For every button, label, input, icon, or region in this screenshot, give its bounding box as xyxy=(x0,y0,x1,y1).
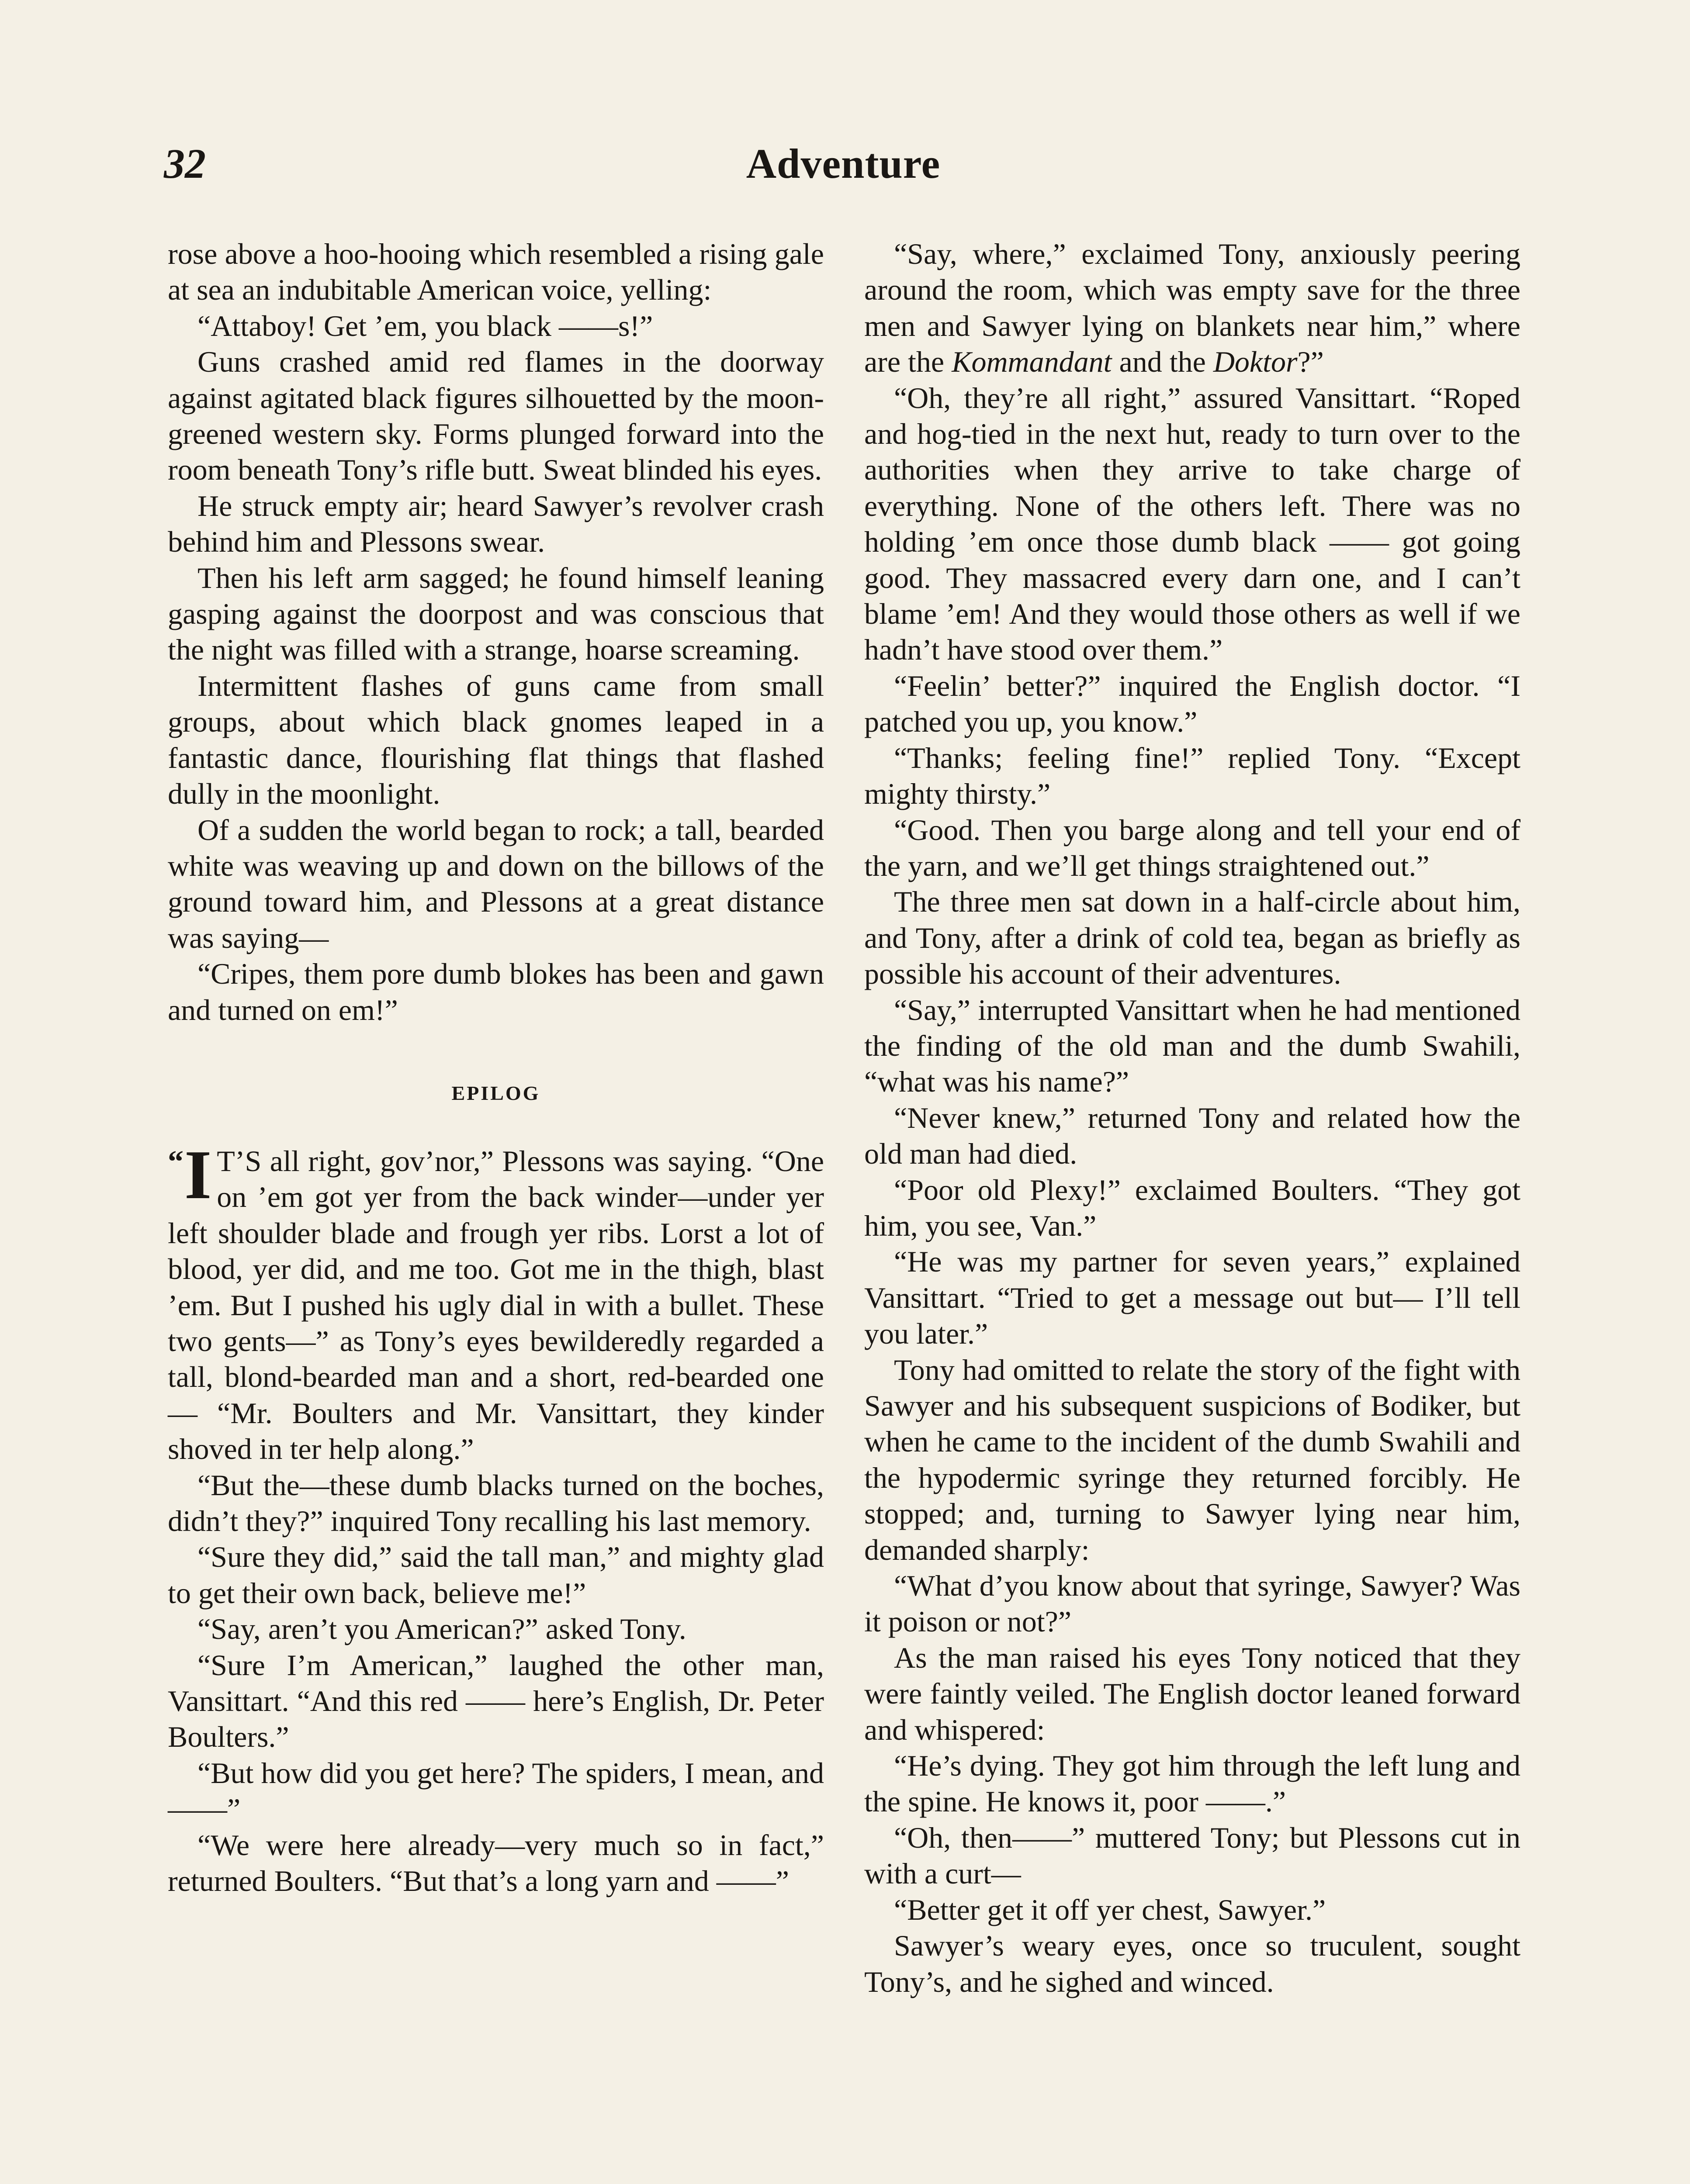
drop-cap: I xyxy=(184,1135,212,1213)
paragraph xyxy=(864,236,1520,380)
paragraph: “Poor old Plexy!” exclaimed Boulters. “They got him, you see, Van.” xyxy=(864,1173,1520,1242)
text-run: ?” xyxy=(1297,345,1324,379)
running-title: Adventure xyxy=(746,140,941,187)
paragraph: “What d’you know about that syringe, Sawyer? Was it poison or not?” xyxy=(864,1569,1520,1638)
paragraph: “Better get it off yer chest, Sawyer.” xyxy=(894,1893,1326,1926)
paragraph: The three men sat down in a half-circle about him, and Tony, after a drink of cold tea, began as briefly as possible his account of their adventures. xyxy=(864,885,1520,991)
paragraph: Of a sudden the world began to rock; a tall, bearded white was weaving up and down on the billows of the ground toward him, and Plessons at a great distance was saying— xyxy=(168,813,824,954)
left-column xyxy=(168,236,824,1899)
paragraph: “Thanks; feeling fine!” replied Tony. “Except mighty thirsty.” xyxy=(864,741,1520,811)
paragraph: He struck empty air; heard Sawyer’s revolver crash behind him and Plessons swear. xyxy=(168,489,824,559)
italic-term: Kommandant xyxy=(952,345,1112,379)
right-column xyxy=(864,236,1520,2000)
opening-quote: “ xyxy=(168,1144,184,1179)
paragraph: “But how did you get here? The spiders, I mean, and——” xyxy=(168,1756,824,1826)
paragraph: “Sure they did,” said the tall man,” and mighty glad to get their own back, believe me!” xyxy=(168,1540,824,1610)
epilog-first-paragraph xyxy=(168,1135,824,1467)
section-heading: EPILOG xyxy=(451,1082,540,1104)
paragraph: “Sure I’m American,” laughed the other man, Vansittart. “And this red —— here’s English, Dr. Peter Boulters.” xyxy=(168,1648,824,1754)
italic-term: Doktor xyxy=(1213,345,1298,379)
paragraph: “But the—these dumb blacks turned on the boches, didn’t they?” inquired Tony recalling his last memory. xyxy=(168,1468,824,1538)
paragraph: “Never knew,” returned Tony and related how the old man had died. xyxy=(864,1101,1520,1171)
page-header xyxy=(164,135,1523,192)
paragraph: “We were here already—very much so in fact,” returned Boulters. “But that’s a long yarn and ——” xyxy=(168,1828,824,1898)
paragraph: “Attaboy! Get ’em, you black ——s!” xyxy=(197,309,653,342)
paragraph: “Say,” interrupted Vansittart when he had mentioned the finding of the old man and the dumb Swahili, “what was his name?” xyxy=(864,993,1520,1099)
paragraph: “He’s dying. They got him through the left lung and the spine. He knows it, poor ——.” xyxy=(864,1749,1520,1818)
paragraph: Then his left arm sagged; he found himself leaning gasping against the doorpost and was conscious that the night was filled with a strange, hoarse screaming. xyxy=(168,561,824,667)
paragraph: “Say, aren’t you American?” asked Tony. xyxy=(197,1612,686,1646)
paragraph: Guns crashed amid red flames in the doorway against agitated black figures silhouetted by the moon-greened western sky. Forms plunged forward into the room beneath Tony’s rifle butt. Sweat blinded his eyes. xyxy=(168,345,824,487)
paragraph: “Oh, they’re all right,” assured Vansittart. “Roped and hog-tied in the next hut, ready to turn over to the authorities when they arrive to take charge of everything. None of the others left. There was no holding ’em once those dumb black —— got going good. They massacred every darn one, and I can’t blame ’em! And they would those others as well if we hadn’t have stood over them.” xyxy=(864,381,1520,667)
paragraph: “Good. Then you barge along and tell your end of the yarn, and we’ll get things straightened out.” xyxy=(864,813,1520,882)
paragraph: rose above a hoo-hooing which resembled a rising gale at sea an indubitable American voice, yelling: xyxy=(168,237,824,307)
paragraph: Sawyer’s weary eyes, once so truculent, sought Tony’s, and he sighed and winced. xyxy=(864,1929,1520,1998)
page-number: 32 xyxy=(164,140,206,187)
text-run: and the xyxy=(1112,345,1213,379)
paragraph: “Cripes, them pore dumb blokes has been and gawn and turned on em!” xyxy=(168,957,824,1026)
epilog-first-text: T’S all right, gov’nor,” Plessons was saying. “One on ’em got yer from the back winder—under yer left shoulder blade and frough yer ribs. Lorst a lot of blood, yer did, and me too. Got me in the thigh, blast ’em. But I pushed his ugly dial in with a bullet. These two gents—” as Tony’s eyes bewilderedly regarded a tall, blond-bearded man and a short, red-bearded one— “Mr. Boulters and Mr. Vansittart, they kinder shoved in ter help along.” xyxy=(168,1144,824,1466)
paragraph: As the man raised his eyes Tony noticed that they were faintly veiled. The English doctor leaned forward and whispered: xyxy=(864,1641,1520,1746)
paragraph: “Oh, then——” muttered Tony; but Plessons cut in with a curt— xyxy=(864,1821,1520,1890)
text-run: “Say, where,” exclaimed Tony, anxiously peering around the room, which was empty save for the three men and Sawyer lying on blankets near him,” where are the xyxy=(864,237,1520,379)
paragraph: “Feelin’ better?” inquired the English doctor. “I patched you up, you know.” xyxy=(864,669,1520,739)
paragraph: Intermittent flashes of guns came from small groups, about which black gnomes leaped in a fantastic dance, flourishing flat things that flashed dully in the moonlight. xyxy=(168,669,824,811)
paragraph: “He was my partner for seven years,” explained Vansittart. “Tried to get a message out but— I’ll tell you later.” xyxy=(864,1245,1520,1351)
paragraph: Tony had omitted to relate the story of the fight with Sawyer and his subsequent suspicions of Bodiker, but when he came to the incident of the dumb Swahili and the hypodermic syringe they returned forcibly. He stopped; and, turning to Sawyer lying near him, demanded sharply: xyxy=(864,1353,1520,1566)
